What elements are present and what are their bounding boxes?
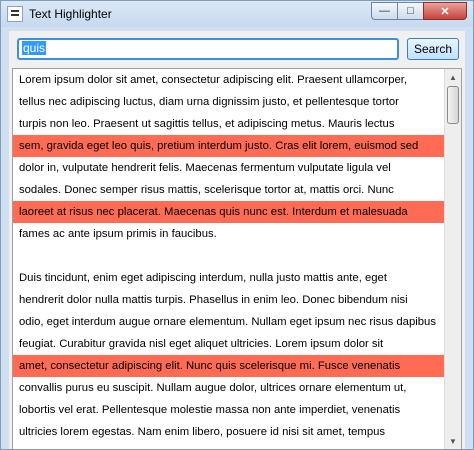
text-line: ultricies lorem egestas. Nam enim libero, posuere id nisi sit amet, tempus (19, 426, 386, 438)
text-line: turpis non leo. Praesent ut sagittis tellus, et adipiscing metus. Mauris lectus (19, 118, 395, 130)
text-line: Lorem ipsum dolor sit amet, consectetur adipiscing elit. Praesent ullamcorper, (19, 74, 408, 86)
close-button[interactable] (423, 2, 467, 20)
text-line: tellus nec adipiscing luctus, diam urna dignissim justo, et pellentesque tortor (19, 96, 399, 108)
window-title: Text Highlighter (29, 7, 112, 21)
scroll-up-icon[interactable]: ▲ (449, 73, 457, 82)
search-row (17, 38, 461, 60)
close-icon: ✕ (440, 5, 450, 18)
text-line (13, 245, 445, 267)
text-line: convallis purus eu suscipit. Nullam augue dolor, ultrices ornare elementum ut, (19, 382, 407, 394)
text-area[interactable] (12, 68, 462, 450)
highlighted-line: amet, consectetur adipiscing elit. Nunc quis scelerisque mi. Fusce venenatis (13, 355, 445, 377)
minimize-button[interactable] (371, 2, 397, 20)
text-line: feugiat. Curabitur gravida nisl eget aliquet ultricies. Lorem ipsum dolor sit (19, 338, 384, 350)
scroll-thumb[interactable] (447, 86, 459, 124)
search-input-value: quis (23, 41, 46, 55)
text-lines (13, 69, 445, 443)
app-icon (7, 6, 23, 22)
scroll-down-icon[interactable]: ▼ (449, 437, 457, 446)
text-line: Duis tincidunt, enim eget adipiscing interdum, nulla justo mattis ante, eget (19, 272, 387, 284)
client-area (9, 31, 465, 450)
text-line: fames ac ante ipsum primis in faucibus. (19, 228, 217, 240)
text-line: hendrerit dolor nulla mattis turpis. Phasellus in enim leo. Donec bibendum nisi (19, 294, 408, 306)
text-line: dolor in, vulputate hendrerit felis. Maecenas fermentum vulputate ligula vel (19, 162, 391, 174)
maximize-icon: □ (407, 5, 414, 17)
text-line: lobortis vel erat. Pellentesque molestie massa non ante imperdiet, venenatis (19, 404, 401, 416)
text-line: sodales. Donec semper risus mattis, scelerisque tortor at, mattis orci. Nunc (19, 184, 394, 196)
text-line: odio, eget interdum augue ornare elementum. Nullam eget ipsum nec risus dapibus (19, 316, 436, 328)
highlighted-line: laoreet at risus nec placerat. Maecenas quis nunc est. Interdum et malesuada (13, 201, 445, 223)
minimize-icon: — (379, 5, 390, 17)
search-button[interactable]: Search (407, 38, 459, 60)
vertical-scrollbar[interactable] (444, 69, 461, 450)
search-input[interactable] (17, 38, 399, 60)
highlighted-line: sem, gravida eget leo quis, pretium interdum justo. Cras elit lorem, euismod sed (13, 135, 445, 157)
window-controls (371, 2, 467, 20)
title-bar[interactable] (1, 1, 473, 27)
maximize-button[interactable] (397, 2, 423, 20)
